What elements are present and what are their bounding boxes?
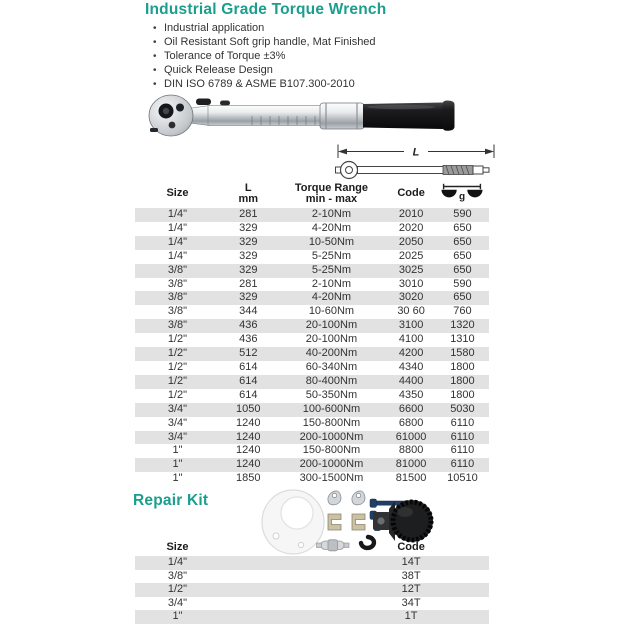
- col-header-size: Size: [166, 187, 189, 200]
- spec-cell-l_mm: 614: [239, 388, 258, 401]
- spacer: [220, 610, 277, 624]
- spec-table-body: [135, 208, 489, 486]
- spec-cell-weight_g: 650: [453, 291, 472, 304]
- spec-cell-torque_range: 300-1500Nm: [299, 472, 364, 485]
- page-title: Industrial Grade Torque Wrench: [145, 1, 387, 18]
- repair-col-header-size: Size: [166, 540, 189, 553]
- spacer: [277, 570, 387, 584]
- spec-row: [135, 208, 489, 222]
- spec-cell-size: 1/4": [167, 235, 188, 248]
- repair-cell-size: 1/4": [167, 556, 188, 568]
- spec-cell-torque_range: 4-20Nm: [311, 291, 351, 304]
- spacer: [436, 570, 489, 584]
- spec-row: [135, 361, 489, 375]
- spec-cell-size: 1/4": [167, 208, 188, 220]
- repair-row: [135, 597, 489, 611]
- spec-cell-torque_range: 150-800Nm: [302, 444, 361, 457]
- spec-cell-code: 2025: [398, 249, 424, 262]
- spec-cell-l_mm: 1240: [236, 458, 261, 471]
- spec-cell-code: 4340: [398, 360, 424, 373]
- spec-cell-code: 2020: [398, 221, 424, 234]
- feature-item: • Oil Resistant Soft grip handle, Mat Finished: [152, 36, 376, 50]
- repair-cell-size: 3/8": [167, 569, 188, 582]
- repair-cell-size: 1": [172, 610, 183, 623]
- spec-row: [135, 431, 489, 445]
- spec-cell-weight_g: 6110: [450, 458, 475, 471]
- spacer: [436, 597, 489, 611]
- spec-cell-l_mm: 614: [239, 374, 258, 387]
- spec-cell-torque_range: 4-20Nm: [311, 221, 351, 234]
- spec-header-row: [135, 180, 489, 208]
- spec-row: [135, 333, 489, 347]
- torque-wrench-photo: [148, 92, 473, 142]
- spec-cell-size: 1/2": [167, 388, 188, 401]
- spec-cell-code: 4100: [398, 333, 424, 346]
- spacer: [277, 610, 387, 624]
- spec-cell-torque_range: 20-100Nm: [305, 319, 358, 332]
- spec-row: [135, 417, 489, 431]
- repair-cell-code: 1T: [404, 610, 418, 623]
- spec-cell-size: 3/8": [167, 263, 188, 276]
- spec-cell-weight_g: 650: [453, 263, 472, 276]
- spec-cell-l_mm: 281: [239, 277, 258, 290]
- repair-cell-size: 3/4": [167, 596, 188, 609]
- spacer: [277, 583, 387, 597]
- spec-cell-weight_g: 590: [453, 277, 472, 290]
- repair-table: [135, 537, 489, 624]
- spec-cell-code: 4400: [398, 374, 424, 387]
- spec-cell-weight_g: 6110: [450, 430, 475, 443]
- spec-row: [135, 458, 489, 472]
- spec-cell-weight_g: 760: [453, 305, 472, 318]
- spec-cell-size: 3/4": [167, 430, 188, 443]
- spec-cell-size: 1/4": [167, 249, 188, 262]
- spec-cell-torque_range: 5-25Nm: [311, 263, 351, 276]
- spec-cell-weight_g: 650: [453, 249, 472, 262]
- spec-cell-torque_range: 5-25Nm: [311, 249, 351, 262]
- spec-cell-l_mm: 436: [239, 333, 258, 346]
- spec-cell-weight_g: 590: [453, 208, 472, 220]
- spec-cell-l_mm: 1050: [236, 402, 261, 415]
- spec-cell-size: 3/8": [167, 291, 188, 304]
- spec-cell-size: 3/4": [167, 402, 188, 415]
- spec-cell-code: 3100: [398, 319, 424, 332]
- spec-cell-code: 6600: [398, 402, 424, 415]
- repair-row: [135, 570, 489, 584]
- feature-item: • DIN ISO 6789 & ASME B107.300-2010: [152, 78, 376, 92]
- dimension-label: L: [412, 146, 420, 159]
- spec-cell-torque_range: 200-1000Nm: [299, 458, 364, 471]
- spec-cell-code: 2010: [398, 208, 424, 220]
- spec-row: [135, 472, 489, 486]
- spec-cell-torque_range: 60-340Nm: [305, 360, 358, 373]
- repair-cell-code: 12T: [401, 583, 421, 596]
- feature-item: • Industrial application: [152, 22, 376, 36]
- spec-cell-size: 1/2": [167, 360, 188, 373]
- spec-cell-torque_range: 50-350Nm: [305, 388, 358, 401]
- feature-item: • Quick Release Design: [152, 64, 376, 78]
- spec-cell-code: 8800: [398, 444, 424, 457]
- repair-row: [135, 556, 489, 570]
- spec-cell-size: 1": [172, 444, 183, 457]
- col-header-code: Code: [397, 187, 425, 200]
- spec-cell-size: 1": [172, 458, 183, 471]
- spec-cell-code: 2050: [398, 235, 424, 248]
- spacer: [436, 610, 489, 624]
- spec-cell-size: 3/8": [167, 277, 188, 290]
- spec-cell-code: 81500: [395, 472, 427, 485]
- repair-row: [135, 610, 489, 624]
- spec-cell-torque_range: 100-600Nm: [302, 402, 361, 415]
- spec-cell-code: 6800: [398, 416, 424, 429]
- repair-cell-code: 34T: [401, 596, 421, 609]
- spec-cell-l_mm: 329: [239, 249, 258, 262]
- spec-cell-l_mm: 329: [239, 291, 258, 304]
- spec-cell-weight_g: 6110: [450, 416, 475, 429]
- wrench-dimension-diagram: [333, 141, 499, 183]
- spec-cell-weight_g: 1580: [450, 347, 475, 360]
- spec-cell-l_mm: 1240: [236, 416, 261, 429]
- spacer: [436, 556, 489, 570]
- spec-row: [135, 305, 489, 319]
- spacer: [220, 556, 277, 570]
- col-header-weight: [436, 180, 489, 208]
- spec-row: [135, 444, 489, 458]
- spec-cell-torque_range: 150-800Nm: [302, 416, 361, 429]
- spec-cell-size: 3/8": [167, 319, 188, 332]
- weight-unit-label: g: [459, 191, 466, 202]
- balance-scale-icon: [439, 183, 485, 202]
- spec-row: [135, 319, 489, 333]
- spec-cell-weight_g: 1320: [450, 319, 475, 332]
- spec-cell-code: 3020: [398, 291, 424, 304]
- spec-cell-torque_range: 10-60Nm: [308, 305, 355, 318]
- spec-cell-torque_range: 10-50Nm: [308, 235, 355, 248]
- spec-row: [135, 264, 489, 278]
- spec-cell-weight_g: 1800: [450, 388, 475, 401]
- feature-list: [152, 22, 376, 92]
- spec-cell-l_mm: 344: [239, 305, 258, 318]
- spec-cell-torque_range: 20-100Nm: [305, 333, 358, 346]
- spacer: [220, 583, 277, 597]
- spec-cell-weight_g: 650: [453, 221, 472, 234]
- spec-cell-size: 1/2": [167, 374, 188, 387]
- spec-row: [135, 236, 489, 250]
- spec-cell-l_mm: 329: [239, 235, 258, 248]
- col-header-torque-range: Torque Range min - max: [294, 181, 369, 205]
- spec-row: [135, 222, 489, 236]
- spec-table: [135, 180, 489, 486]
- spec-cell-weight_g: 650: [453, 235, 472, 248]
- spec-cell-torque_range: 2-10Nm: [311, 208, 351, 220]
- spec-row: [135, 291, 489, 305]
- spacer: [220, 570, 277, 584]
- repair-cell-code: 14T: [401, 556, 421, 568]
- spec-cell-torque_range: 2-10Nm: [311, 277, 351, 290]
- spec-cell-code: 61000: [395, 430, 427, 443]
- repair-row: [135, 583, 489, 597]
- spec-cell-code: 4200: [398, 347, 424, 360]
- spacer: [220, 597, 277, 611]
- repair-cell-size: 1/2": [167, 583, 188, 596]
- spec-row: [135, 403, 489, 417]
- spec-cell-size: 3/4": [167, 416, 188, 429]
- spec-cell-l_mm: 512: [239, 347, 258, 360]
- spec-cell-weight_g: 1310: [450, 333, 475, 346]
- spec-row: [135, 347, 489, 361]
- spec-cell-l_mm: 329: [239, 263, 258, 276]
- spec-cell-torque_range: 80-400Nm: [305, 374, 358, 387]
- spec-cell-code: 30 60: [397, 305, 425, 318]
- spec-cell-torque_range: 200-1000Nm: [299, 430, 364, 443]
- spec-cell-weight_g: 5030: [450, 402, 475, 415]
- repair-kit-title: Repair Kit: [133, 492, 209, 509]
- repair-cell-code: 38T: [401, 569, 421, 582]
- spec-cell-l_mm: 1240: [236, 430, 261, 443]
- spec-cell-code: 4350: [398, 388, 424, 401]
- spec-row: [135, 250, 489, 264]
- spec-cell-code: 3010: [398, 277, 424, 290]
- spec-cell-l_mm: 329: [239, 221, 258, 234]
- spec-row: [135, 278, 489, 292]
- feature-item: • Tolerance of Torque ±3%: [152, 50, 376, 64]
- spec-cell-weight_g: 6110: [450, 444, 475, 457]
- spec-cell-torque_range: 40-200Nm: [305, 347, 358, 360]
- spec-cell-l_mm: 1240: [236, 444, 261, 457]
- spec-cell-size: 3/8": [167, 305, 188, 318]
- spec-row: [135, 375, 489, 389]
- spec-cell-l_mm: 281: [239, 208, 258, 220]
- spec-cell-weight_g: 1800: [450, 360, 475, 373]
- spec-cell-code: 81000: [395, 458, 427, 471]
- spec-cell-code: 3025: [398, 263, 424, 276]
- col-header-length: L mm: [238, 181, 259, 205]
- repair-table-body: [135, 556, 489, 624]
- spec-cell-size: 1/2": [167, 347, 188, 360]
- spec-cell-l_mm: 1850: [236, 472, 261, 485]
- repair-col-header-code: Code: [397, 540, 425, 553]
- spec-cell-size: 1/4": [167, 221, 188, 234]
- spec-cell-l_mm: 614: [239, 360, 258, 373]
- spec-cell-size: 1": [172, 472, 183, 485]
- spec-cell-l_mm: 436: [239, 319, 258, 332]
- spec-cell-weight_g: 10510: [447, 472, 478, 485]
- spacer: [436, 583, 489, 597]
- spacer: [277, 597, 387, 611]
- spec-row: [135, 389, 489, 403]
- repair-header-row: [135, 537, 489, 556]
- spec-cell-size: 1/2": [167, 333, 188, 346]
- spacer: [277, 556, 387, 570]
- spec-cell-weight_g: 1800: [450, 374, 475, 387]
